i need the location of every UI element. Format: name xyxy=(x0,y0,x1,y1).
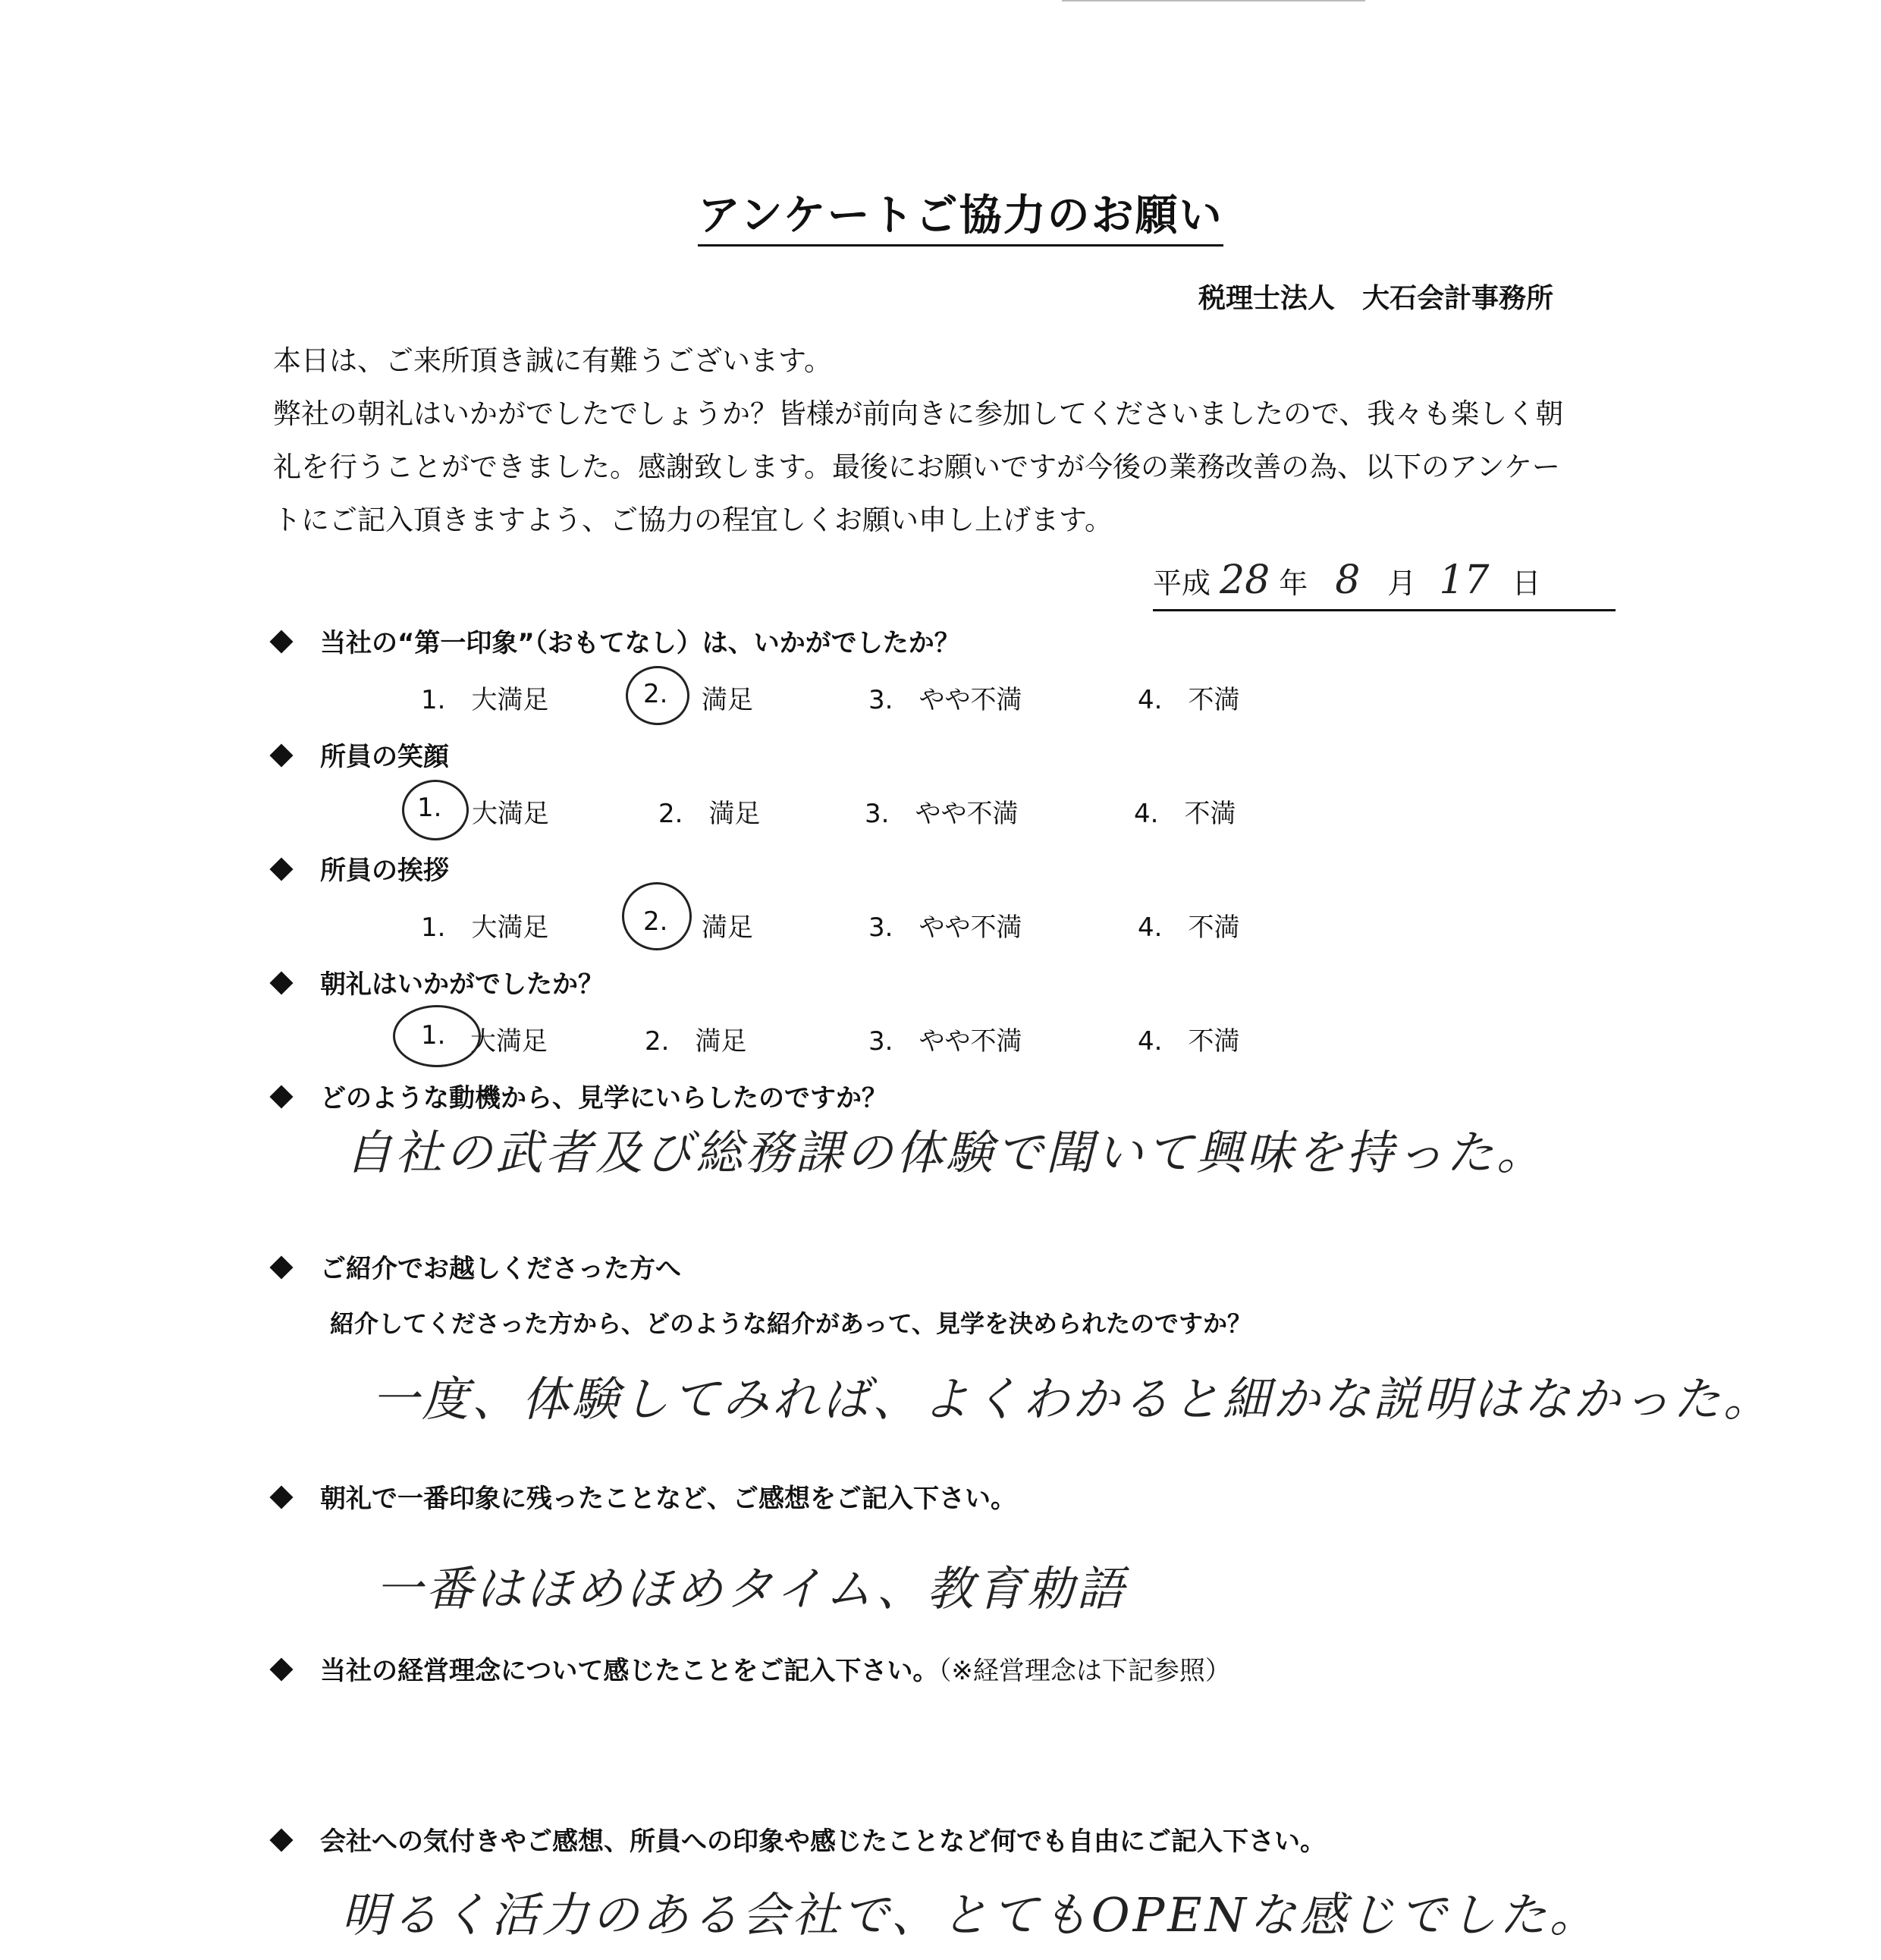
date-month: 8 xyxy=(1335,558,1361,603)
q2-option-1-label: 大満足 xyxy=(472,799,549,829)
q3-option-1: 1. 大満足 xyxy=(421,912,549,943)
question-impression xyxy=(273,1478,1016,1515)
date-year: 28 xyxy=(1220,558,1270,603)
diamond-bullet-icon xyxy=(269,1485,293,1509)
q4-selection-circle xyxy=(393,1005,481,1067)
q6-handwritten-answer: 一度、体験してみれば、よくわかると細かな説明はなかった。 xyxy=(372,1371,1774,1427)
date-era: 平成 xyxy=(1153,567,1211,600)
question-first-impression xyxy=(273,622,960,659)
question-text: 朝礼はいかがでしたか？ xyxy=(320,969,604,1000)
question-text: 所員の笑顔 xyxy=(320,742,449,772)
question-free-comments xyxy=(273,1820,1326,1858)
date-line xyxy=(1153,558,1616,611)
diamond-bullet-icon xyxy=(269,971,293,994)
q6-sub-question: 紹介してくださった方から、どのような紹介があって、見学を決められたのですか？ xyxy=(330,1309,1252,1338)
q1-option-4: 4. 不満 xyxy=(1138,685,1240,715)
q1-option-2-number: 2. xyxy=(643,679,668,709)
q3-selection-circle xyxy=(622,882,692,950)
question-text: どのような動機から、見学にいらしたのですか？ xyxy=(320,1083,887,1113)
diamond-bullet-icon xyxy=(269,1255,293,1279)
q5-handwritten-answer: 自社の武者及び総務課の体験で聞いて興味を持った。 xyxy=(345,1125,1547,1180)
q2-selection-circle xyxy=(402,780,469,840)
date-year-label: 年 xyxy=(1279,567,1308,600)
question-text: 当社の“第一印象”（おもてなし）は、いかがでしたか？ xyxy=(320,628,960,658)
question-staff-greeting xyxy=(273,850,449,887)
q2-option-1-number: 1. xyxy=(417,793,442,823)
scan-edge-line xyxy=(1062,0,1365,2)
page-title: アンケートご協力のお願い xyxy=(698,182,1223,247)
question-philosophy xyxy=(273,1650,1231,1687)
q4-option-1-label: 大満足 xyxy=(470,1026,548,1057)
question-text: 所員の挨拶 xyxy=(320,856,449,886)
q3-option-3: 3. やや不満 xyxy=(868,912,1022,943)
date-month-label: 月 xyxy=(1387,567,1417,600)
q2-option-4: 4. 不満 xyxy=(1134,799,1236,829)
question-morning-assembly xyxy=(273,963,604,1000)
question-text: ご紹介でお越しくださった方へ xyxy=(320,1254,681,1284)
question-referral xyxy=(273,1248,681,1285)
q1-selection-circle xyxy=(626,666,689,725)
organization-name: 税理士法人 大石会計事務所 xyxy=(1198,283,1554,314)
diamond-bullet-icon xyxy=(269,743,293,767)
question-text: 朝礼で一番印象に残ったことなど、ご感想をご記入下さい。 xyxy=(320,1484,1016,1514)
q1-option-1: 1. 大満足 xyxy=(421,685,549,715)
q3-option-2-label: 満足 xyxy=(702,912,753,943)
question-motivation xyxy=(273,1077,887,1114)
question-staff-smile xyxy=(273,736,449,773)
diamond-bullet-icon xyxy=(269,857,293,881)
q1-option-2-label: 満足 xyxy=(702,685,753,715)
q4-option-1-number: 1. xyxy=(421,1020,446,1051)
philosophy-note: （※経営理念は下記参照） xyxy=(938,1656,1231,1686)
q1-option-3: 3. やや不満 xyxy=(868,685,1022,715)
diamond-bullet-icon xyxy=(269,1657,293,1681)
question-text: 当社の経営理念について感じたことをご記入下さい。 xyxy=(320,1656,939,1686)
question-text: 会社への気付きやご感想、所員への印象や感じたことなど何でも自由にご記入下さい。 xyxy=(320,1827,1326,1857)
diamond-bullet-icon xyxy=(269,1085,293,1108)
intro-line-3: 礼を行うことができました。感謝致します。最後にお願いですが今後の業務改善の為、以下のアンケー xyxy=(273,451,1560,483)
diamond-bullet-icon xyxy=(269,1828,293,1852)
q2-option-2: 2. 満足 xyxy=(658,799,761,829)
q4-option-3: 3. やや不満 xyxy=(868,1026,1022,1057)
intro-line-4: トにご記入頂きますよう、ご協力の程宜しくお願い申し上げます。 xyxy=(273,504,1113,536)
q9-handwritten-answer: 明るく活力のある会社で、とてもOPENな感じでした。 xyxy=(341,1887,1600,1943)
intro-line-2: 弊社の朝礼はいかがでしたでしょうか？皆様が前向きに参加してくださいましたので、我々も楽しく朝 xyxy=(273,397,1564,430)
q4-option-4: 4. 不満 xyxy=(1138,1026,1240,1057)
date-day-label: 日 xyxy=(1512,567,1541,600)
diamond-bullet-icon xyxy=(269,630,293,653)
q4-option-2: 2. 満足 xyxy=(645,1026,747,1057)
q3-option-2-number: 2. xyxy=(643,906,668,937)
date-day: 17 xyxy=(1439,558,1490,603)
intro-line-1: 本日は、ご来所頂き誠に有難うございます。 xyxy=(273,344,833,377)
q2-option-3: 3. やや不満 xyxy=(865,799,1019,829)
q7-handwritten-answer: 一番はほめほめタイム、教育勅語 xyxy=(375,1561,1127,1616)
q3-option-4: 4. 不満 xyxy=(1138,912,1240,943)
